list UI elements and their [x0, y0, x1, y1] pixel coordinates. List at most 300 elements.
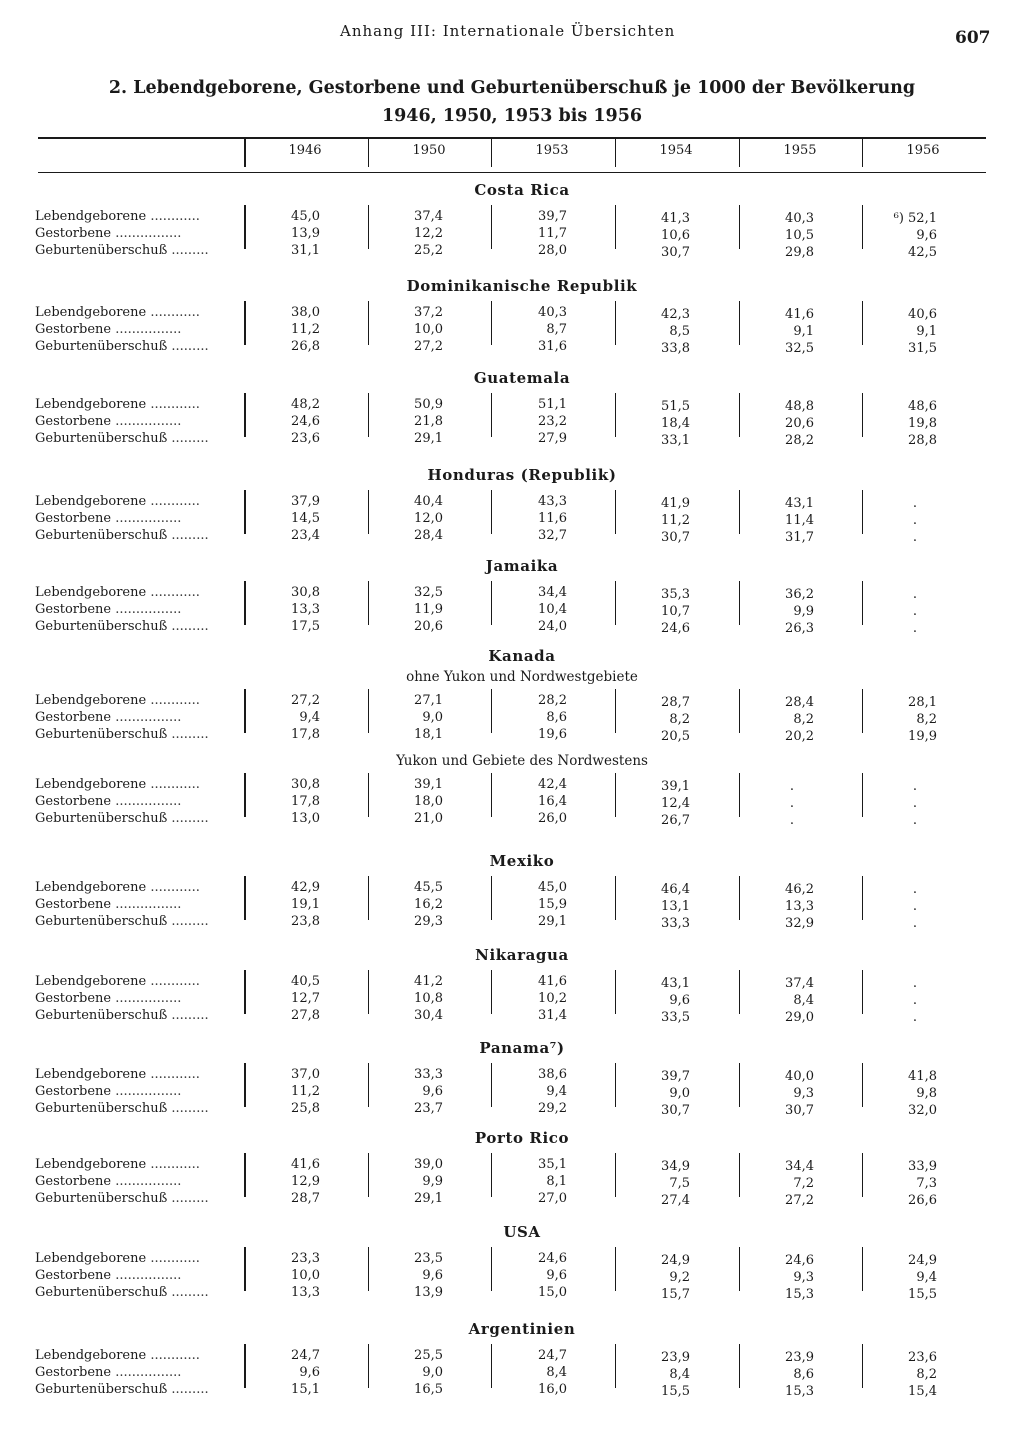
- row-label-text: Gestorbene: [35, 1174, 112, 1189]
- table-cell: 27,4: [661, 1193, 690, 1208]
- column-divider: [862, 689, 863, 733]
- leader-dots: ............: [146, 1157, 200, 1172]
- row-label: [35, 397, 240, 412]
- column-divider: [368, 205, 369, 249]
- column-divider: [368, 393, 369, 437]
- column-divider: [862, 970, 863, 1014]
- leader-dots: ................: [111, 1174, 182, 1189]
- table-cell: 41,9: [661, 496, 690, 511]
- column-header-1946: 1946: [288, 143, 322, 158]
- column-divider: [368, 1063, 369, 1107]
- column-divider: [739, 970, 740, 1014]
- row-label-text: Geburtenüberschuß: [35, 619, 168, 634]
- table-cell: 20,6: [414, 619, 443, 634]
- table-cell: 9,9: [422, 1174, 443, 1189]
- section-subtitle: ohne Yukon und Nordwestgebiete: [406, 669, 638, 685]
- table-cell: 16,0: [538, 1382, 567, 1397]
- table-cell: 8,2: [916, 712, 937, 727]
- table-cell: 39,1: [661, 779, 690, 794]
- table-cell: 10,4: [538, 602, 567, 617]
- running-head: Anhang III: Internationale Übersichten: [340, 22, 676, 40]
- row-label-text: Lebendgeborene: [35, 585, 147, 600]
- leader-dots: ................: [111, 602, 182, 617]
- table-cell: 43,1: [661, 976, 690, 991]
- column-divider: [615, 205, 616, 249]
- row-label: [35, 1008, 240, 1023]
- table-cell: 21,8: [414, 414, 443, 429]
- table-cell: 37,9: [291, 494, 320, 509]
- data-block: [0, 585, 1024, 639]
- table-cell: 11,7: [538, 226, 567, 241]
- table-cell: 30,7: [785, 1103, 814, 1118]
- table-cell: 42,3: [661, 307, 690, 322]
- column-divider: [491, 490, 492, 534]
- data-block: [0, 397, 1024, 451]
- column-divider: [368, 773, 369, 817]
- table-cell: 40,3: [785, 211, 814, 226]
- table-cell: 24,9: [908, 1253, 937, 1268]
- table-cell: 21,0: [414, 811, 443, 826]
- table-cell: 13,9: [414, 1285, 443, 1300]
- column-divider: [368, 581, 369, 625]
- table-cell: 28,4: [785, 695, 814, 710]
- row-label: [35, 974, 240, 989]
- row-label: [35, 693, 240, 708]
- leader-dots: ................: [111, 710, 182, 725]
- column-divider: [739, 1153, 740, 1197]
- column-divider: [244, 689, 246, 733]
- section-title: Kanada: [488, 647, 556, 665]
- leader-dots: ................: [111, 226, 182, 241]
- column-divider: [615, 970, 616, 1014]
- table-cell: 25,5: [414, 1348, 443, 1363]
- column-divider: [615, 1247, 616, 1291]
- section-title: Nikaragua: [475, 946, 569, 964]
- table-cell: 20,2: [785, 729, 814, 744]
- column-divider: [615, 301, 616, 345]
- table-cell: 11,2: [291, 1084, 320, 1099]
- row-label-text: Lebendgeborene: [35, 494, 147, 509]
- table-cell: 23,8: [291, 914, 320, 929]
- column-divider: [862, 1344, 863, 1388]
- table-cell: 10,5: [785, 228, 814, 243]
- table-cell: 46,2: [785, 882, 814, 897]
- table-cell: 8,7: [546, 322, 567, 337]
- leader-dots: ............: [146, 974, 200, 989]
- table-cell: 29,1: [414, 431, 443, 446]
- row-label: [35, 710, 240, 725]
- table-cell: 8,4: [669, 1367, 690, 1382]
- table-cell: 29,1: [538, 914, 567, 929]
- table-cell: 51,5: [661, 399, 690, 414]
- table-cell: 24,6: [661, 621, 690, 636]
- leader-dots: ................: [111, 511, 182, 526]
- row-label-text: Geburtenüberschuß: [35, 914, 168, 929]
- table-cell: 38,0: [291, 305, 320, 320]
- row-label-text: Lebendgeborene: [35, 1067, 147, 1082]
- table-cell: 26,0: [538, 811, 567, 826]
- leader-dots: .........: [167, 1101, 209, 1116]
- table-cell: 9,6: [422, 1084, 443, 1099]
- table-cell: 39,7: [661, 1069, 690, 1084]
- column-divider: [739, 1247, 740, 1291]
- table-cell: 34,4: [785, 1159, 814, 1174]
- column-divider: [862, 876, 863, 920]
- row-label: [35, 511, 240, 526]
- leader-dots: ............: [146, 1067, 200, 1082]
- row-label: [35, 414, 240, 429]
- column-divider: [244, 490, 246, 534]
- row-label-text: Geburtenüberschuß: [35, 339, 168, 354]
- table-cell: 28,0: [538, 243, 567, 258]
- table-cell: 25,8: [291, 1101, 320, 1116]
- table-cell: 18,4: [661, 416, 690, 431]
- column-divider: [739, 876, 740, 920]
- leader-dots: ............: [146, 777, 200, 792]
- row-label-text: Geburtenüberschuß: [35, 243, 168, 258]
- table-cell: 50,9: [414, 397, 443, 412]
- row-label: [35, 880, 240, 895]
- column-divider: [491, 970, 492, 1014]
- table-cell: 30,7: [661, 530, 690, 545]
- table-cell: 11,9: [414, 602, 443, 617]
- leader-dots: .........: [167, 914, 209, 929]
- leader-dots: ............: [146, 397, 200, 412]
- table-cell: 9,3: [793, 1086, 814, 1101]
- leader-dots: ................: [111, 897, 182, 912]
- table-cell: 48,6: [908, 399, 937, 414]
- table-cell: 40,0: [785, 1069, 814, 1084]
- column-header-1956: 1956: [906, 143, 940, 158]
- table-cell: 11,6: [538, 511, 567, 526]
- row-label: [35, 1157, 240, 1172]
- leader-dots: ............: [146, 1348, 200, 1363]
- section-title: Honduras (Republik): [427, 466, 617, 484]
- table-cell: 48,8: [785, 399, 814, 414]
- row-label-text: Gestorbene: [35, 1084, 112, 1099]
- column-divider: [862, 490, 863, 534]
- table-cell: ⁶) 52,1: [893, 211, 937, 226]
- column-divider: [739, 393, 740, 437]
- table-cell: 39,0: [414, 1157, 443, 1172]
- table-cell: .: [912, 993, 918, 1008]
- table-cell: 33,3: [414, 1067, 443, 1082]
- table-cell: 33,8: [661, 341, 690, 356]
- row-label: [35, 1382, 240, 1397]
- table-cell: 30,8: [291, 777, 320, 792]
- row-label-text: Geburtenüberschuß: [35, 1285, 168, 1300]
- table-cell: 15,7: [661, 1287, 690, 1302]
- column-divider: [862, 1153, 863, 1197]
- table-cell: 15,9: [538, 897, 567, 912]
- table-cell: 11,2: [291, 322, 320, 337]
- row-label-text: Gestorbene: [35, 897, 112, 912]
- row-label: [35, 602, 240, 617]
- table-cell: 26,6: [908, 1193, 937, 1208]
- table-title-line-2: 1946, 1950, 1953 bis 1956: [381, 106, 643, 126]
- leader-dots: ................: [111, 322, 182, 337]
- row-label-text: Lebendgeborene: [35, 974, 147, 989]
- table-cell: 37,4: [414, 209, 443, 224]
- table-cell: 9,4: [299, 710, 320, 725]
- table-cell: 27,1: [414, 693, 443, 708]
- table-cell: 32,7: [538, 528, 567, 543]
- header-bottom-rule: [38, 172, 986, 173]
- table-cell: 28,7: [661, 695, 690, 710]
- table-cell: 46,4: [661, 882, 690, 897]
- table-cell: 9,4: [916, 1270, 937, 1285]
- table-cell: 12,0: [414, 511, 443, 526]
- table-cell: 13,3: [291, 1285, 320, 1300]
- row-label-text: Lebendgeborene: [35, 777, 147, 792]
- column-divider: [739, 1063, 740, 1107]
- column-header-1950: 1950: [412, 143, 446, 158]
- column-divider: [244, 301, 246, 345]
- row-label: [35, 991, 240, 1006]
- row-label-text: Gestorbene: [35, 710, 112, 725]
- table-cell: 13,1: [661, 899, 690, 914]
- leader-dots: .........: [167, 339, 209, 354]
- table-cell: 9,0: [669, 1086, 690, 1101]
- column-divider: [739, 689, 740, 733]
- table-cell: 42,4: [538, 777, 567, 792]
- column-divider: [862, 773, 863, 817]
- column-divider: [615, 1153, 616, 1197]
- column-divider: [615, 1344, 616, 1388]
- table-cell: 26,8: [291, 339, 320, 354]
- table-cell: 9,9: [793, 604, 814, 619]
- table-cell: 30,4: [414, 1008, 443, 1023]
- row-label-text: Geburtenüberschuß: [35, 431, 168, 446]
- row-label: [35, 209, 240, 224]
- row-label: [35, 914, 240, 929]
- table-cell: 9,1: [916, 324, 937, 339]
- table-cell: 11,4: [785, 513, 814, 528]
- column-divider: [491, 1344, 492, 1388]
- table-cell: 9,6: [546, 1268, 567, 1283]
- column-divider: [244, 773, 246, 817]
- column-header-1955: 1955: [783, 143, 817, 158]
- column-divider: [615, 689, 616, 733]
- table-cell: 15,0: [538, 1285, 567, 1300]
- table-cell: 7,5: [669, 1176, 690, 1191]
- table-cell: 13,3: [785, 899, 814, 914]
- section-title: Dominikanische Republik: [406, 277, 638, 295]
- row-label-text: Lebendgeborene: [35, 1157, 147, 1172]
- column-divider: [491, 205, 492, 249]
- table-cell: 12,4: [661, 796, 690, 811]
- column-divider: [615, 581, 616, 625]
- table-cell: .: [912, 496, 918, 511]
- column-divider: [739, 1344, 740, 1388]
- table-cell: 15,5: [661, 1384, 690, 1399]
- column-divider: [739, 301, 740, 345]
- section-title: Costa Rica: [474, 181, 570, 199]
- table-cell: 34,9: [661, 1159, 690, 1174]
- column-divider: [739, 205, 740, 249]
- column-divider: [368, 1153, 369, 1197]
- section-title: Argentinien: [468, 1320, 576, 1338]
- table-cell: 32,5: [414, 585, 443, 600]
- row-label: [35, 619, 240, 634]
- column-divider: [244, 970, 246, 1014]
- data-block: [0, 1067, 1024, 1121]
- table-cell: 24,7: [538, 1348, 567, 1363]
- row-label-text: Lebendgeborene: [35, 305, 147, 320]
- column-divider: [615, 876, 616, 920]
- table-cell: 9,4: [546, 1084, 567, 1099]
- data-block: [0, 494, 1024, 548]
- column-divider: [862, 205, 863, 249]
- table-cell: 43,3: [538, 494, 567, 509]
- row-label: [35, 528, 240, 543]
- row-label-text: Gestorbene: [35, 511, 112, 526]
- table-cell: 9,6: [299, 1365, 320, 1380]
- table-cell: .: [912, 976, 918, 991]
- table-cell: .: [912, 587, 918, 602]
- leader-dots: .........: [167, 1191, 209, 1206]
- table-cell: .: [912, 779, 918, 794]
- section-title: Guatemala: [473, 369, 571, 387]
- column-divider: [862, 393, 863, 437]
- table-cell: 13,3: [291, 602, 320, 617]
- row-label: [35, 1174, 240, 1189]
- table-cell: 24,6: [538, 1251, 567, 1266]
- column-divider: [862, 1063, 863, 1107]
- row-label-text: Gestorbene: [35, 1365, 112, 1380]
- table-cell: 29,1: [414, 1191, 443, 1206]
- column-divider: [368, 876, 369, 920]
- section-title: Mexiko: [489, 852, 555, 870]
- table-cell: 29,2: [538, 1101, 567, 1116]
- table-cell: 28,4: [414, 528, 443, 543]
- table-cell: 19,1: [291, 897, 320, 912]
- leader-dots: ................: [111, 991, 182, 1006]
- data-block: [0, 880, 1024, 934]
- table-cell: 41,3: [661, 211, 690, 226]
- data-block: [0, 209, 1024, 263]
- table-cell: 27,8: [291, 1008, 320, 1023]
- row-label: [35, 339, 240, 354]
- column-divider: [368, 970, 369, 1014]
- table-cell: 9,6: [916, 228, 937, 243]
- table-cell: 37,2: [414, 305, 443, 320]
- data-block: [0, 1251, 1024, 1305]
- leader-dots: ............: [146, 305, 200, 320]
- table-cell: 26,7: [661, 813, 690, 828]
- leader-dots: ................: [111, 794, 182, 809]
- table-cell: 11,2: [661, 513, 690, 528]
- table-cell: 32,0: [908, 1103, 937, 1118]
- table-cell: .: [912, 899, 918, 914]
- leader-dots: .........: [167, 727, 209, 742]
- row-label: [35, 1365, 240, 1380]
- column-header-1953: 1953: [535, 143, 569, 158]
- table-cell: 10,0: [291, 1268, 320, 1283]
- table-cell: 9,6: [669, 993, 690, 1008]
- section-subtitle: Yukon und Gebiete des Nordwestens: [396, 753, 648, 769]
- table-cell: 31,6: [538, 339, 567, 354]
- table-cell: 36,2: [785, 587, 814, 602]
- column-divider: [491, 393, 492, 437]
- table-cell: 16,2: [414, 897, 443, 912]
- table-cell: 29,0: [785, 1010, 814, 1025]
- column-divider: [368, 1247, 369, 1291]
- table-cell: 30,7: [661, 1103, 690, 1118]
- leader-dots: ................: [111, 1268, 182, 1283]
- leader-dots: .........: [167, 528, 209, 543]
- table-cell: 41,6: [785, 307, 814, 322]
- leader-dots: ............: [146, 693, 200, 708]
- table-cell: 41,2: [414, 974, 443, 989]
- table-cell: .: [912, 796, 918, 811]
- row-label: [35, 727, 240, 742]
- row-label: [35, 1251, 240, 1266]
- table-cell: 27,2: [291, 693, 320, 708]
- table-cell: 10,8: [414, 991, 443, 1006]
- table-cell: 45,0: [538, 880, 567, 895]
- data-block: [0, 777, 1024, 831]
- table-cell: 12,7: [291, 991, 320, 1006]
- table-cell: 8,6: [546, 710, 567, 725]
- leader-dots: .........: [167, 619, 209, 634]
- row-label-text: Lebendgeborene: [35, 209, 147, 224]
- row-label-text: Geburtenüberschuß: [35, 727, 168, 742]
- column-divider: [615, 393, 616, 437]
- table-cell: .: [789, 796, 795, 811]
- table-cell: 15,3: [785, 1287, 814, 1302]
- table-cell: 9,2: [669, 1270, 690, 1285]
- table-cell: 12,9: [291, 1174, 320, 1189]
- table-cell: 10,7: [661, 604, 690, 619]
- table-cell: 23,9: [661, 1350, 690, 1365]
- leader-dots: ............: [146, 1251, 200, 1266]
- column-divider: [491, 301, 492, 345]
- table-cell: 16,5: [414, 1382, 443, 1397]
- table-cell: 29,3: [414, 914, 443, 929]
- row-label: [35, 1348, 240, 1363]
- data-block: [0, 693, 1024, 747]
- table-cell: 17,8: [291, 794, 320, 809]
- table-cell: 9,0: [422, 710, 443, 725]
- table-cell: 24,6: [785, 1253, 814, 1268]
- row-label: [35, 322, 240, 337]
- column-divider: [244, 581, 246, 625]
- row-label: [35, 305, 240, 320]
- row-label: [35, 777, 240, 792]
- table-cell: 8,1: [546, 1174, 567, 1189]
- leader-dots: ............: [146, 585, 200, 600]
- table-title: [30, 74, 994, 130]
- table-cell: 37,4: [785, 976, 814, 991]
- table-cell: 10,2: [538, 991, 567, 1006]
- table-cell: 43,1: [785, 496, 814, 511]
- table-cell: 9,6: [422, 1268, 443, 1283]
- row-label-text: Geburtenüberschuß: [35, 811, 168, 826]
- table-cell: 32,9: [785, 916, 814, 931]
- table-cell: 18,0: [414, 794, 443, 809]
- table-cell: 8,2: [916, 1367, 937, 1382]
- leader-dots: .........: [167, 1382, 209, 1397]
- table-cell: 23,6: [908, 1350, 937, 1365]
- column-divider: [244, 876, 246, 920]
- table-cell: 24,0: [538, 619, 567, 634]
- table-cell: 19,8: [908, 416, 937, 431]
- table-cell: 17,8: [291, 727, 320, 742]
- data-block: [0, 1348, 1024, 1402]
- table-cell: 9,8: [916, 1086, 937, 1101]
- table-cell: 8,5: [669, 324, 690, 339]
